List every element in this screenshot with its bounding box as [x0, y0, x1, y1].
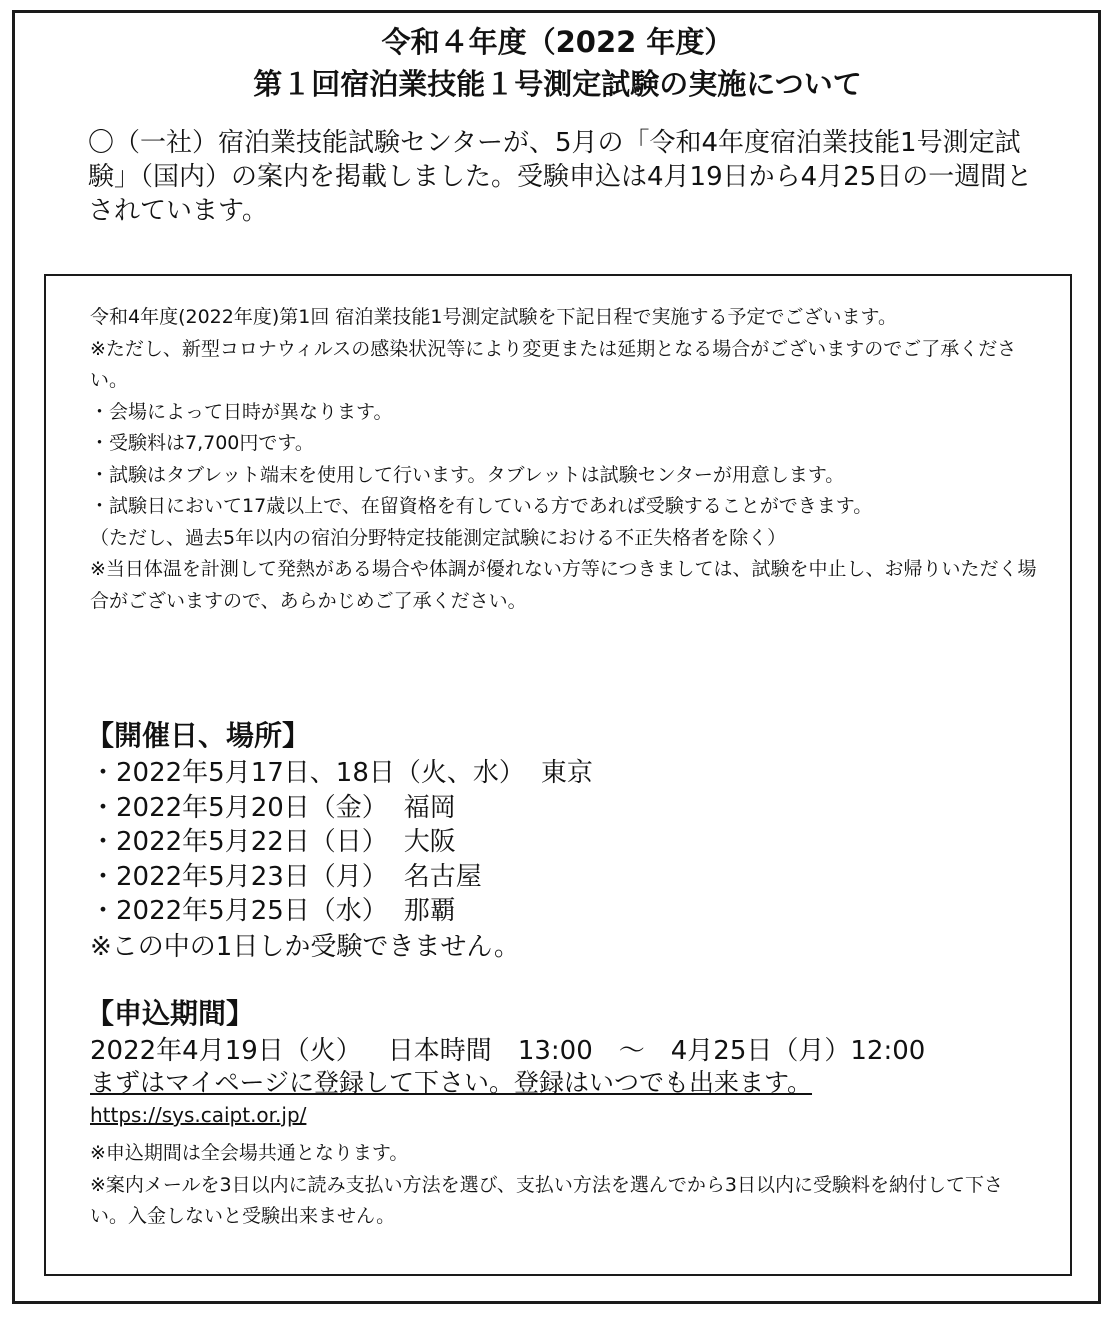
venue-item	[90, 791, 593, 826]
venue-item	[90, 894, 593, 929]
period-separator: ～	[618, 1036, 645, 1066]
notice-item: ・試験はタブレット端末を使用して行います。タブレットは試験センターが用意します。	[90, 463, 845, 486]
period-start-time: 13:00	[517, 1036, 593, 1066]
notice-item: ・受験料は7,700円です。	[90, 432, 314, 454]
venue-item	[90, 860, 593, 895]
page-title-line1: 令和４年度（2022 年度）	[381, 25, 734, 59]
venue-date: ・2022年5月23日（月）	[90, 861, 388, 892]
period-start: 2022年4月19日（火）	[90, 1036, 362, 1066]
venue-place: 東京	[540, 758, 593, 788]
venues-heading: 【開催日、場所】	[86, 719, 311, 752]
application-note: ※申込期間は全会場共通となります。	[90, 1142, 409, 1164]
application-notes	[90, 1138, 1040, 1233]
application-heading: 【申込期間】	[86, 997, 255, 1030]
notice-item: 令和4年度(2022年度)第1回 宿泊業技能1号測定試験を下記日程で実施する予定でございます。	[90, 306, 897, 328]
period-timezone: 日本時間	[387, 1036, 492, 1066]
notice-item: （ただし、過去5年以内の宿泊分野特定技能測定試験における不正失格者を除く）	[90, 526, 787, 549]
venue-item	[90, 756, 593, 791]
notice-item: ※当日体温を計測して発熱がある場合や体調が優れない方等につきましては、試験を中止し、お帰りいただく場合がございますので、あらかじめご了承ください。	[90, 558, 1037, 612]
venue-date: ・2022年5月17日、18日（火、水）	[90, 758, 525, 788]
venue-date: ・2022年5月25日（水）	[90, 896, 388, 926]
notice-item: ・会場によって日時が異なります。	[90, 400, 393, 423]
application-period	[90, 1034, 925, 1068]
period-end: 4月25日（月）12:00	[670, 1036, 926, 1066]
venue-place: 大阪	[403, 827, 456, 857]
notice-list	[90, 302, 1040, 617]
venue-date: ・2022年5月22日（日）	[90, 827, 388, 857]
application-note: ※案内メールを3日以内に読み支払い方法を選び、支払い方法を選んでから3日以内に受験料を納付して下さい。入金しないと受験出来ません。	[90, 1173, 1003, 1227]
notice-item: ※ただし、新型コロナウィルスの感染状況等により変更または延期となる場合がございますのでご了承ください。	[90, 337, 1017, 391]
venue-list	[90, 756, 593, 929]
venue-place: 福岡	[403, 792, 456, 823]
register-instruction: まずはマイページに登録して下さい。登録はいつでも出来ます。	[90, 1068, 813, 1097]
venue-place: 那覇	[403, 896, 456, 926]
venue-item	[90, 825, 593, 860]
venue-place: 名古屋	[403, 861, 482, 892]
venue-date: ・2022年5月20日（金）	[90, 792, 388, 823]
page-title-line2: 第１回宿泊業技能１号測定試験の実施について	[253, 67, 862, 101]
notice-item: ・試験日において17歳以上で、在留資格を有している方であれば受験することができます。	[90, 495, 873, 517]
mypage-link[interactable]: https://sys.caipt.or.jp/	[90, 1103, 307, 1127]
venues-note: ※この中の1日しか受験できません。	[90, 932, 520, 962]
intro-paragraph: 〇（一社）宿泊業技能試験センターが、5月の「令和4年度宿泊業技能1号測定試験」（国内）の案内を掲載しました。受験申込は4月19日から4月25日の一週間とされています。	[88, 128, 1033, 226]
